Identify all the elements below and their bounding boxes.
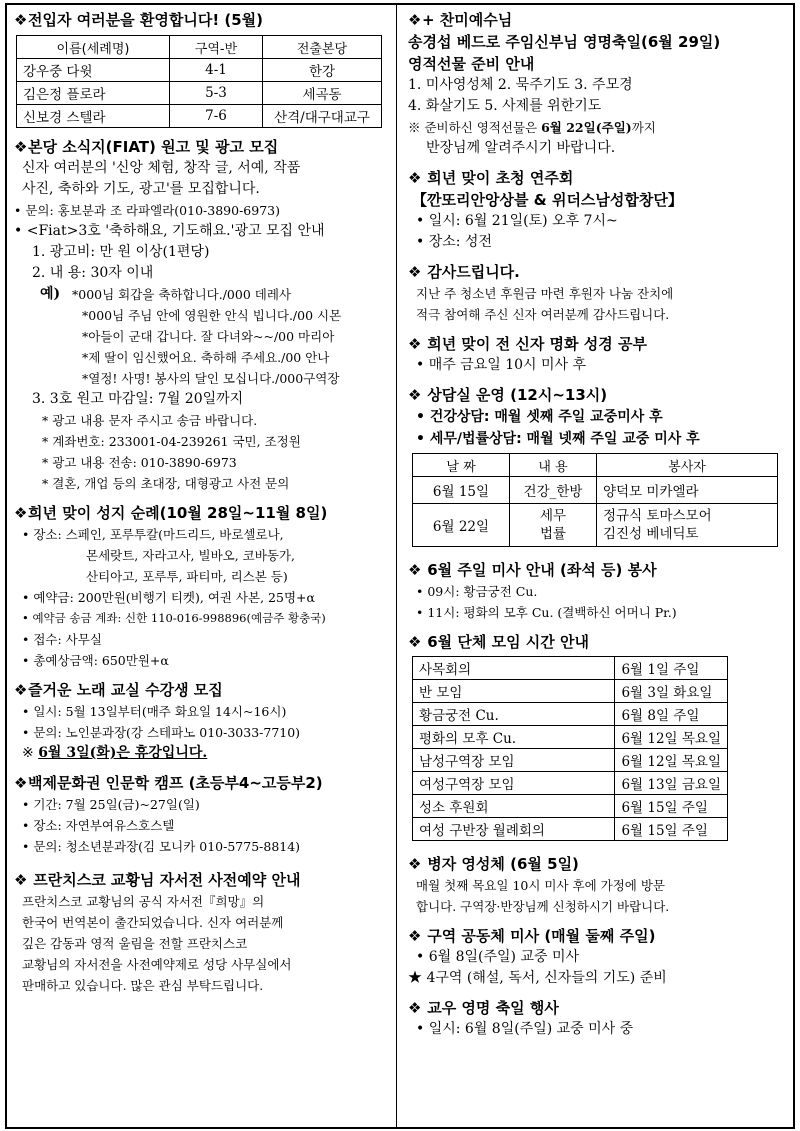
pope-line: 깊은 감동과 영적 울림을 전할 프란치스코 (22, 936, 248, 951)
table-row (413, 504, 778, 547)
pilgrimage-place: 몬세랏트, 자라고사, 빌바오, 코바동가, (86, 548, 295, 563)
camp-contact: • 문의: 청소년분과장(김 모니카 010-5775-8814) (22, 839, 301, 854)
pope-line: 판매하고 있습니다. 많은 관심 부탁드립니다. (22, 978, 264, 993)
right-column (408, 9, 786, 1040)
table-header-cell: 이름(세례명) (17, 36, 170, 59)
diamond-bullet-icon: ❖ (14, 681, 28, 699)
left-column (14, 9, 392, 996)
fiat-item: 1. 광고비: 만 원 이상(1편당) (32, 244, 210, 260)
table-cell: 7-6 (170, 105, 263, 128)
table-row (17, 82, 382, 105)
feast-line: ※ 준비하신 영적선물은 6월 22일(주일)까지 (408, 120, 656, 135)
table-row (17, 105, 382, 128)
pilgrimage-heading: ❖희년 맞이 성지 순례(10월 28일~11월 8일) (14, 504, 328, 522)
feast-line: 4. 화살기도 5. 사제를 위한기도 (408, 98, 602, 114)
pope-heading: ❖ 프란치스코 교황님 자서전 사전예약 안내 (14, 871, 301, 889)
table-row (413, 772, 728, 795)
camp-heading: ❖백제문화권 인문학 캠프 (초등부4~고등부2) (14, 774, 323, 792)
fiat-note: * 광고 내용 전송: 010-3890-6973 (42, 455, 237, 470)
example-line: *000님 주님 안에 영원한 안식 빕니다./00 시몬 (82, 308, 342, 323)
mass-line: • 09시: 황금궁전 Cu. (416, 584, 538, 599)
mass-line: • 11시: 평화의 모후 Cu. (결백하신 어머니 Pr.) (416, 605, 677, 620)
sick-line: 매월 첫째 목요일 10시 미사 후에 가정에 방문 (416, 878, 665, 893)
pilgrimage-total: • 총예상금액: 650만원+α (22, 653, 169, 668)
table-row (413, 703, 728, 726)
welcome-heading: ❖전입자 여러분을 환영합니다! (5월) (14, 11, 264, 29)
sick-line: 합니다. 구역장·반장님께 신청하시기 바랍니다. (416, 899, 670, 914)
diamond-bullet-icon: ❖ (408, 855, 422, 873)
thanks-heading: ❖ 감사드립니다. (408, 263, 520, 281)
diamond-bullet-icon: ❖ (408, 263, 422, 281)
feast-subtitle: 영적선물 준비 안내 (408, 55, 535, 73)
table-cell: 6월 12일 목요일 (615, 726, 728, 749)
groups-heading: ❖ 6월 단체 모임 시간 안내 (408, 633, 589, 651)
fiat-examples (14, 284, 392, 389)
fiat-heading: ❖본당 소식지(FIAT) 원고 및 광고 모집 (14, 138, 279, 156)
table-header-cell: 내 용 (510, 454, 597, 477)
column-divider (396, 3, 397, 1129)
feast-line: 1. 미사영성체 2. 묵주기도 3. 주모경 (408, 77, 633, 93)
groups-table (412, 656, 728, 841)
pilgrimage-place: • 장소: 스페인, 포루투칼(마드리드, 바로셀로나, (22, 527, 284, 542)
counsel-table (412, 453, 778, 547)
diamond-bullet-icon: ❖ (408, 169, 422, 187)
concert-place: • 장소: 성전 (416, 234, 492, 250)
fiat-note: * 광고 내용 문자 주시고 송금 바랍니다. (42, 413, 258, 428)
bible-line: • 매주 금요일 10시 미사 후 (416, 357, 587, 373)
table-row (413, 657, 728, 680)
district-line: ★ 4구역 (해설, 독서, 신자들의 기도) 준비 (408, 970, 667, 986)
pope-line: 프란치스코 교황님의 공식 자서전『희망』의 (22, 894, 265, 909)
counsel-health: • 건강상담: 매월 셋째 주일 교중미사 후 (416, 409, 663, 425)
counsel-tax: • 세무/법률상담: 매월 넷째 주일 교중 미사 후 (416, 431, 700, 447)
teacher-line: • 일시: 6월 8일(주일) 교중 미사 중 (416, 1021, 634, 1037)
thanks-line: 적극 참여해 주신 신자 여러분께 감사드립니다. (416, 307, 670, 322)
table-cell: 6월 15일 (413, 477, 510, 504)
diamond-bullet-icon: ❖ (14, 871, 28, 889)
table-cell: 한강 (263, 59, 382, 82)
singing-contact: • 문의: 노인분과장(강 스테파노 010-3033-7710) (22, 725, 301, 740)
table-cell: 6월 15일 주일 (615, 795, 728, 818)
pilgrimage-reception: • 접수: 사무실 (22, 632, 102, 647)
table-header-cell: 구역-반 (170, 36, 263, 59)
diamond-bullet-icon: ❖ (408, 633, 422, 651)
teacher-heading: ❖ 교우 영명 축일 행사 (408, 999, 559, 1017)
table-cell: 6월 22일 (413, 504, 510, 547)
table-cell: 사목회의 (413, 657, 615, 680)
table-cell: 강우중 다윗 (17, 59, 170, 82)
table-cell: 6월 3일 화요일 (615, 680, 728, 703)
district-heading: ❖ 구역 공동체 미사 (매월 둘째 주일) (408, 927, 656, 945)
table-header-row (413, 454, 778, 477)
table-header-cell: 전출본당 (263, 36, 382, 59)
welcome-table (16, 35, 382, 128)
table-cell: 5-3 (170, 82, 263, 105)
feast-heading: ❖+ 찬미예수님 (408, 11, 513, 29)
diamond-bullet-icon: ❖ (14, 11, 28, 29)
feast-line: 반장님께 알려주시기 바랍니다. (426, 140, 616, 156)
table-cell: 세곡동 (263, 82, 382, 105)
diamond-bullet-icon: ❖ (14, 774, 28, 792)
example-line: *아들이 군대 갑니다. 잘 다녀와~~/00 마리아 (82, 329, 335, 344)
bible-heading: ❖ 희년 맞이 전 신자 명화 성경 공부 (408, 335, 647, 353)
example-line: *000님 회갑을 축하합니다./000 데레사 (72, 287, 291, 302)
table-cell: 건강_한방 (510, 477, 597, 504)
diamond-bullet-icon: ❖ (408, 999, 422, 1017)
diamond-bullet-icon: ❖ (14, 504, 28, 522)
table-cell: 6월 12일 목요일 (615, 749, 728, 772)
fiat-contact: • 문의: 홍보분과 조 라파엘라(010-3890-6973) (14, 203, 280, 218)
singing-date: • 일시: 5월 13일부터(매주 화요일 14시~16시) (22, 704, 287, 719)
concert-date: • 일시: 6월 21일(토) 오후 7시~ (416, 213, 618, 229)
diamond-bullet-icon: ❖ (408, 927, 422, 945)
example-line: *제 딸이 임신했어요. 축하해 주세요./00 안나 (82, 350, 330, 365)
table-cell: 양덕모 미카엘라 (597, 477, 778, 504)
table-cell: 세무 법률 (510, 504, 597, 547)
diamond-bullet-icon: ❖ (408, 561, 422, 579)
table-row (413, 795, 728, 818)
table-cell: 반 모임 (413, 680, 615, 703)
table-cell: 산격/대구대교구 (263, 105, 382, 128)
singing-note: ※ 6월 3일(화)은 휴강입니다. (22, 745, 208, 761)
concert-heading: ❖ 희년 맞이 초청 연주회 (408, 169, 574, 187)
table-row (413, 477, 778, 504)
fiat-item: 2. 내 용: 30자 이내 (32, 265, 154, 281)
example-label: 예) (40, 286, 61, 302)
pope-line: 한국어 번역본이 출간되었습니다. 신자 여러분께 (22, 915, 284, 930)
pilgrimage-account: • 예약금 송금 계좌: 신한 110-016-998896(예금주 황충국) (22, 611, 326, 625)
diamond-bullet-icon: ❖ (408, 11, 422, 29)
table-cell: 여성 구반장 월례회의 (413, 818, 615, 841)
sick-heading: ❖ 병자 영성체 (6월 5일) (408, 855, 579, 873)
mass-heading: ❖ 6월 주일 미사 안내 (좌석 등) 봉사 (408, 561, 657, 579)
table-header-cell: 날 짜 (413, 454, 510, 477)
thanks-line: 지난 주 청소년 후원금 마련 후원자 나눔 잔치에 (416, 286, 674, 301)
table-row (17, 59, 382, 82)
fiat-note: * 계좌번호: 233001-04-239261 국민, 조정원 (42, 434, 301, 449)
example-line: *열정! 사명! 봉사의 달인 모십니다./000구역장 (82, 371, 340, 386)
table-cell: 김은정 플로라 (17, 82, 170, 105)
fiat-item: 3. 3호 원고 마감일: 7월 20일까지 (32, 391, 244, 407)
table-cell: 남성구역장 모임 (413, 749, 615, 772)
table-row (413, 726, 728, 749)
table-cell: 평화의 모후 Cu. (413, 726, 615, 749)
table-cell: 성소 후원회 (413, 795, 615, 818)
diamond-bullet-icon: ❖ (408, 335, 422, 353)
pope-line: 교황님의 자서전을 사전예약제로 성당 사무실에서 (22, 957, 292, 972)
table-header-cell: 봉사자 (597, 454, 778, 477)
table-cell: 여성구역장 모임 (413, 772, 615, 795)
table-cell: 6월 8일 주일 (615, 703, 728, 726)
singing-heading: ❖즐거운 노래 교실 수강생 모집 (14, 681, 223, 699)
pilgrimage-deposit: • 예약금: 200만원(비행기 티켓), 여권 사본, 25명+α (22, 590, 315, 605)
concert-subtitle: 【깐또리안앙상블 & 위더스남성합창단】 (412, 191, 683, 209)
table-row (413, 818, 728, 841)
feast-subtitle: 송경섭 베드로 주임신부님 영명축일(6월 29일) (408, 33, 721, 51)
district-line: • 6월 8일(주일) 교중 미사 (416, 949, 579, 965)
diamond-bullet-icon: ❖ (14, 138, 28, 156)
camp-place: • 장소: 자연부여유스호스텔 (22, 818, 175, 833)
table-cell: 신보경 스텔라 (17, 105, 170, 128)
fiat-desc: 신자 여러분의 '신앙 체험, 창작 글, 서예, 작품 (22, 160, 301, 176)
table-cell: 6월 1일 주일 (615, 657, 728, 680)
table-row (413, 749, 728, 772)
counsel-heading: ❖ 상담실 운영 (12시~13시) (408, 386, 608, 404)
fiat-note: * 결혼, 개업 등의 초대장, 대형광고 사전 문의 (42, 476, 290, 491)
table-cell: 정규식 토마스모어 김진성 베네딕토 (597, 504, 778, 547)
table-cell: 황금궁전 Cu. (413, 703, 615, 726)
table-header-row (17, 36, 382, 59)
fiat-desc: 사진, 축하와 기도, 광고'를 모집합니다. (22, 181, 260, 197)
fiat-ad-title: • <Fiat>3호 '축하해요, 기도해요.'광고 모집 안내 (14, 223, 325, 239)
diamond-bullet-icon: ❖ (408, 386, 422, 404)
table-row (413, 680, 728, 703)
table-cell: 4-1 (170, 59, 263, 82)
pilgrimage-place: 산티아고, 포루투, 파티마, 리스본 등) (86, 569, 288, 584)
camp-period: • 기간: 7월 25일(금)~27일(일) (22, 797, 200, 812)
table-cell: 6월 15일 주일 (615, 818, 728, 841)
table-cell: 6월 13일 금요일 (615, 772, 728, 795)
